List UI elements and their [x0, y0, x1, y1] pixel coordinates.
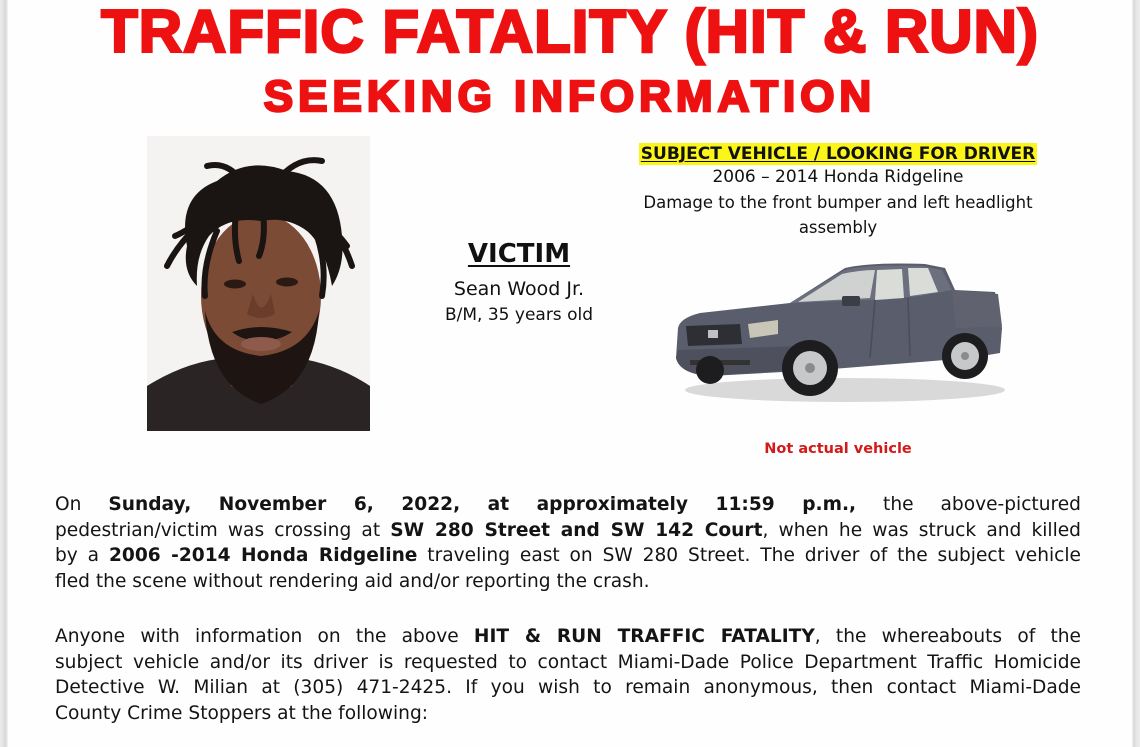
text-segment: Anyone with information on the above	[55, 626, 474, 647]
incident-type: HIT & RUN TRAFFIC FATALITY	[473, 626, 815, 647]
not-actual-vehicle-note: Not actual vehicle	[764, 441, 912, 457]
text-segment: pedestrian/victim was crossing at	[55, 519, 391, 541]
text-segment: the above-pictured	[856, 494, 1081, 515]
contact-phone-line: Detective W. Milian at (305) 471-2425. If you wish to remain anonymous, then contact Miami-Dade	[55, 677, 1081, 698]
text-segment: by a	[55, 545, 109, 566]
poster-subtitle	[8, 74, 1132, 120]
victim-info	[413, 238, 625, 327]
victim-photo	[147, 136, 370, 431]
subject-vehicle-heading: SUBJECT VEHICLE / LOOKING FOR DRIVER	[640, 144, 1036, 164]
paragraph-line	[55, 492, 1081, 518]
paragraph-line	[55, 543, 1081, 569]
vehicle-model: 2006 – 2014 Honda Ridgeline	[712, 167, 964, 187]
subject-vehicle-info	[588, 143, 1088, 240]
paragraph-line	[55, 569, 1081, 595]
paragraph-line	[55, 701, 1081, 727]
title-line-2: SEEKING INFORMATION	[263, 72, 877, 121]
poster-page	[8, 0, 1132, 747]
paragraph-line	[55, 518, 1081, 544]
vehicle-image	[670, 258, 1010, 408]
paragraph-line	[55, 624, 1081, 650]
text-segment: On	[55, 494, 109, 515]
poster-title	[8, 0, 1132, 65]
text-segment: subject vehicle and/or its driver is requested to contact Miami-Dade Police Department Traffic Homicide	[55, 651, 1081, 673]
paragraph-line	[55, 650, 1081, 676]
text-segment: , when he was struck and killed	[762, 519, 1081, 541]
victim-name: Sean Wood Jr.	[453, 278, 585, 300]
text-segment: , the whereabouts of the	[814, 626, 1081, 647]
text-segment: County Crime Stoppers at the following:	[55, 702, 429, 724]
incident-location: SW 280 Street and SW 142 Court	[390, 519, 763, 541]
title-line-1: TRAFFIC FATALITY (HIT & RUN)	[101, 0, 1039, 65]
victim-portrait-icon	[147, 136, 370, 431]
page-border-left	[0, 0, 8, 747]
contact-request	[55, 624, 1081, 726]
paragraph-line	[55, 675, 1081, 701]
incident-datetime: Sunday, November 6, 2022, at approximately 11:59 p.m.,	[108, 494, 857, 515]
text-segment: fled the scene without rendering aid and/or reporting the crash.	[55, 570, 650, 592]
incident-vehicle: 2006 -2014 Honda Ridgeline	[108, 545, 418, 566]
incident-description	[55, 492, 1081, 594]
vehicle-damage-description: Damage to the front bumper and left headlight assembly	[643, 193, 1033, 237]
pickup-truck-icon	[670, 258, 1010, 408]
victim-heading: VICTIM	[467, 239, 571, 269]
page-border-right	[1132, 0, 1140, 747]
text-segment: traveling east on SW 280 Street. The driver of the subject vehicle	[417, 545, 1081, 566]
victim-description: B/M, 35 years old	[444, 305, 593, 325]
